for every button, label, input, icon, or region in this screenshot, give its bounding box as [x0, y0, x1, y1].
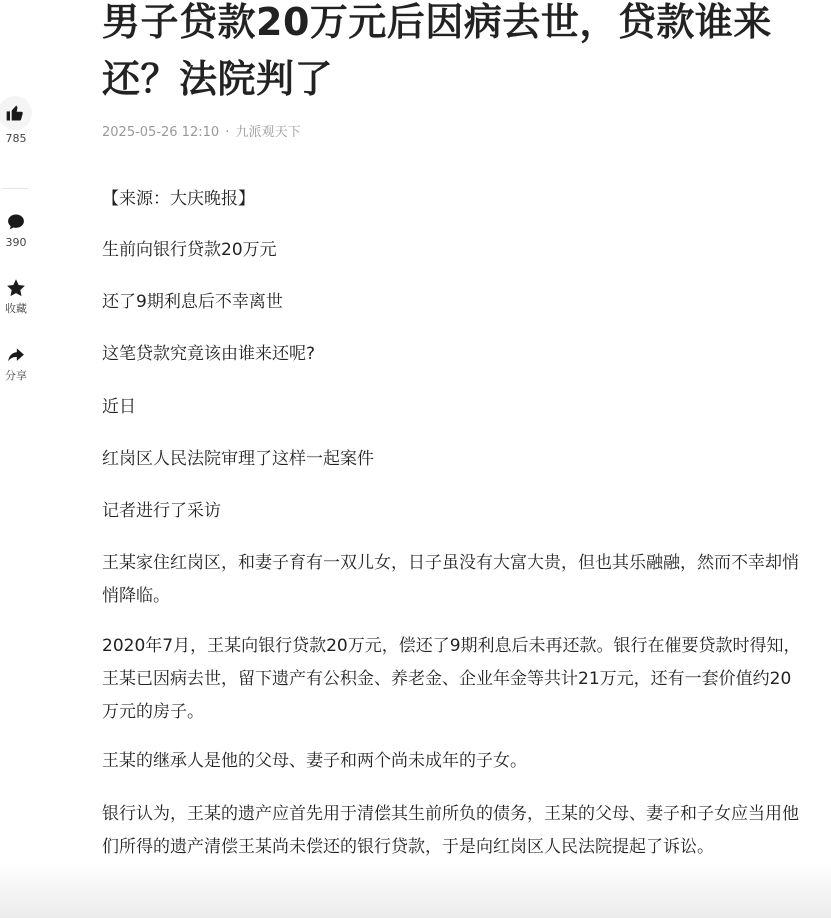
paragraph: 生前向银行贷款20万元: [102, 240, 277, 260]
share-icon: [6, 345, 26, 365]
paragraph: 还了9期利息后不幸离世: [102, 292, 283, 312]
paragraph: 近日: [102, 397, 136, 417]
like-count: 785: [5, 132, 27, 145]
favorite-label: 收藏: [5, 302, 27, 315]
rail-divider: [2, 188, 28, 189]
article-title: 男子贷款20万元后因病去世，贷款谁来还？法院判了: [102, 0, 772, 101]
paragraph: 记者进行了采访: [102, 501, 221, 521]
comment-button[interactable]: [0, 206, 32, 250]
source-line: 【来源：大庆晚报】: [102, 189, 255, 209]
publish-date: 2025-05-26 12:10: [102, 125, 220, 140]
share-label: 分享: [5, 369, 27, 382]
article-meta: [102, 124, 301, 142]
paragraph: 银行认为，王某的遗产应首先用于清偿其生前所负的债务，王某的父母、妻子和子女应当用他们所得的遗产清偿王某尚未偿还的银行贷款，于是向红岗区人民法院提起了诉讼。: [102, 804, 799, 857]
paragraph: 2020年7月，王某向银行贷款20万元，偿还了9期利息后未再还款。银行在催要贷款时得知，王某已因病去世，留下遗产有公积金、养老金、企业年金等共计21万元，还有一套价值约20万元的房子。: [102, 636, 801, 722]
paragraph: 这笔贷款究竟该由谁来还呢?: [102, 344, 316, 364]
comment-count: 390: [5, 236, 27, 249]
star-icon: [5, 277, 27, 299]
paragraph: 王某家住红岗区，和妻子育有一双儿女，日子虽没有大富大贵，但也其乐融融，然而不幸却悄悄降临。: [102, 553, 799, 606]
like-icon-circle: [0, 96, 32, 130]
like-button[interactable]: [0, 96, 32, 146]
paragraph: 红岗区人民法院审理了这样一起案件: [102, 449, 374, 469]
author-name[interactable]: 九派观天下: [235, 125, 301, 140]
favorite-button[interactable]: [0, 272, 32, 316]
meta-separator: ·: [225, 125, 230, 140]
share-button[interactable]: [0, 339, 32, 383]
thumbs-up-icon: [5, 103, 25, 123]
comment-icon: [6, 212, 26, 232]
bottom-fade: [0, 862, 831, 918]
paragraph: 王某的继承人是他的父母、妻子和两个尚未成年的子女。: [102, 751, 527, 771]
